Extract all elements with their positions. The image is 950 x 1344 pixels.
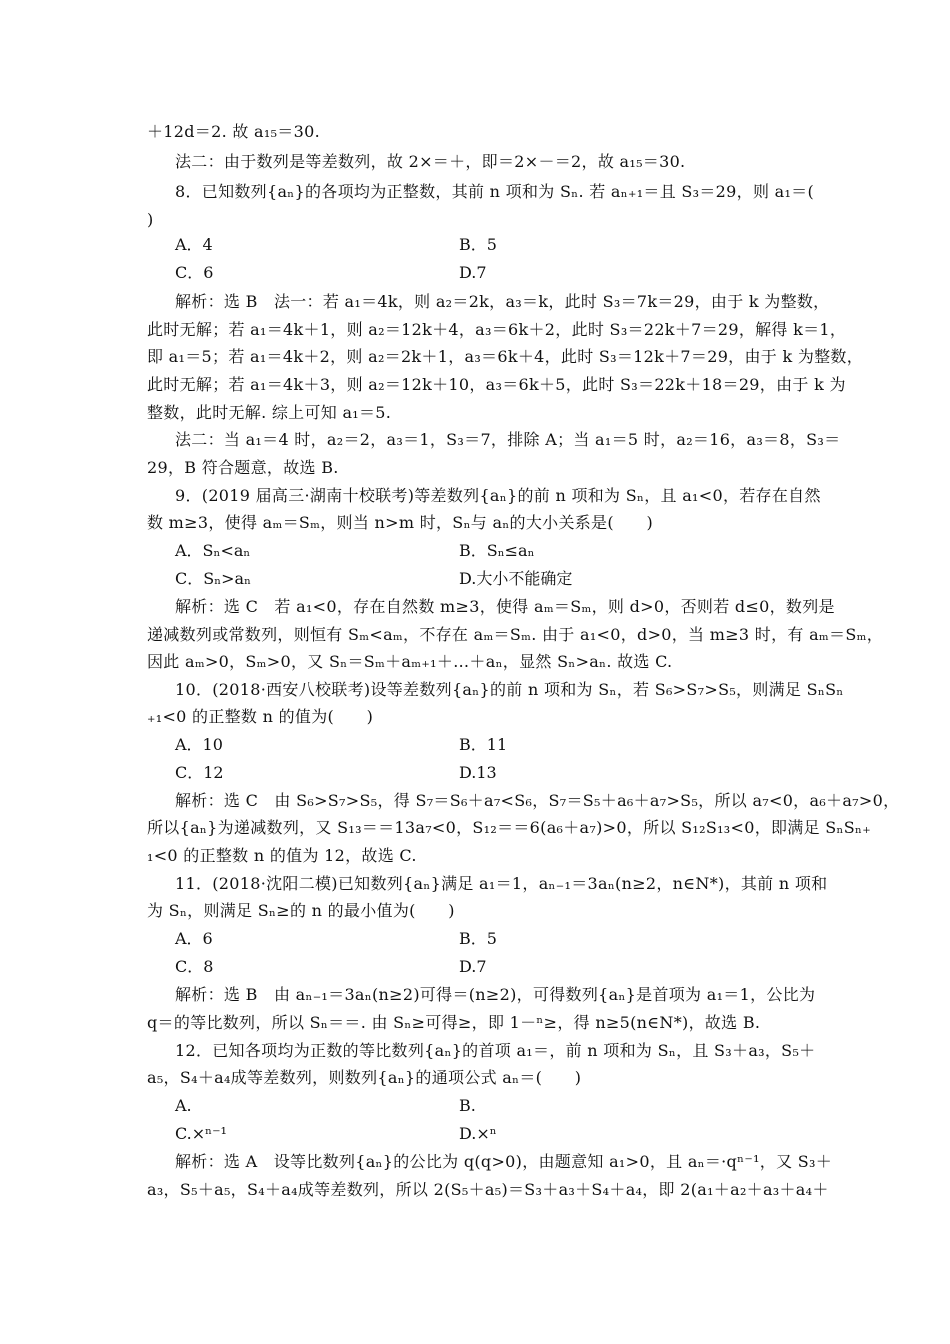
answer-option: B．5 <box>459 235 497 254</box>
answer-option: D.13 <box>459 763 497 782</box>
answer-option: B. <box>459 1096 476 1115</box>
text-line: 解析：选 C 若 a₁<0，存在自然数 m≥3，使得 aₘ＝Sₘ，则 d>0，否则若 d≤0，数列是 <box>175 597 835 616</box>
answer-option: C．8 <box>175 957 214 976</box>
text-line: 因此 aₘ>0，Sₘ>0，又 Sₙ＝Sₘ＋aₘ₊₁＋…＋aₙ，显然 Sₙ>aₙ. 故选 C. <box>147 652 673 671</box>
text-line: ₁<0 的正整数 n 的值为 12，故选 C. <box>147 846 417 865</box>
text-line: q＝的等比数列，所以 Sₙ＝＝. 由 Sₙ≥可得≥，即 1－ⁿ≥，得 n≥5(n∈N*)，故选 B. <box>147 1013 761 1032</box>
text-line: 数 m≥3，使得 aₘ＝Sₘ，则当 n>m 时，Sₙ与 aₙ的大小关系是( ) <box>147 513 654 532</box>
text-line: 8．已知数列{aₙ}的各项均为正整数，其前 n 项和为 Sₙ. 若 aₙ₊₁＝且 S₃＝29，则 a₁＝( <box>175 182 815 201</box>
text-line: 解析：选 C 由 S₆>S₇>S₅，得 S₇＝S₆＋a₇<S₆，S₇＝S₅＋a₆＋a₇>S₅，所以 a₇<0，a₆＋a₇>0， <box>175 791 900 810</box>
text-line: 法二：当 a₁＝4 时，a₂＝2，a₃＝1，S₃＝7，排除 A；当 a₁＝5 时，a₂＝16，a₃＝8，S₃＝ <box>175 430 841 449</box>
text-line: 解析：选 B 由 aₙ₋₁＝3aₙ(n≥2)可得＝(n≥2)，可得数列{aₙ}是首项为 a₁＝1，公比为 <box>175 985 816 1004</box>
text-line: 整数，此时无解. 综上可知 a₁＝5. <box>147 403 392 422</box>
text-line: ) <box>147 210 154 229</box>
text-line: 29，B 符合题意，故选 B. <box>147 458 339 477</box>
answer-option: A．6 <box>175 929 213 948</box>
answer-option: B．11 <box>459 735 508 754</box>
text-line: 递减数列或常数列，则恒有 Sₘ<aₘ，不存在 aₘ＝Sₘ. 由于 a₁<0，d>0，当 m≥3 时，有 aₘ＝Sₘ， <box>147 625 883 644</box>
answer-option: B．5 <box>459 929 497 948</box>
answer-option: A．10 <box>175 735 223 754</box>
answer-option: D.大小不能确定 <box>459 569 573 588</box>
answer-option: D.7 <box>459 957 487 976</box>
text-line: 此时无解；若 a₁＝4k＋1，则 a₂＝12k＋4，a₃＝6k＋2，此时 S₃＝22k＋7＝29，解得 k＝1， <box>147 320 847 339</box>
text-line: 11．(2018·沈阳二模)已知数列{aₙ}满足 a₁＝1，aₙ₋₁＝3aₙ(n≥2，n∈N*)，其前 n 项和 <box>175 874 828 893</box>
text-line: 此时无解；若 a₁＝4k＋3，则 a₂＝12k＋10，a₃＝6k＋5，此时 S₃＝22k＋18＝29，由于 k 为 <box>147 375 846 394</box>
answer-option: C．6 <box>175 263 214 282</box>
answer-option: A．4 <box>175 235 213 254</box>
text-line: ₊₁<0 的正整数 n 的值为( ) <box>147 707 374 726</box>
text-line: 解析：选 A 设等比数列{aₙ}的公比为 q(q>0)，由题意知 a₁>0，且 aₙ＝·qⁿ⁻¹，又 S₃＋ <box>175 1152 833 1171</box>
text-line: ＋12d＝2. 故 a₁₅＝30. <box>147 122 320 141</box>
text-line: 为 Sₙ，则满足 Sₙ≥的 n 的最小值为( ) <box>147 901 455 920</box>
text-line: 法二：由于数列是等差数列，故 2×＝＋，即＝2×－＝2，故 a₁₅＝30. <box>175 152 686 171</box>
answer-option: A. <box>175 1096 192 1115</box>
answer-option: D.×ⁿ <box>459 1124 497 1143</box>
answer-option: B．Sₙ≤aₙ <box>459 541 535 560</box>
answer-option: C．12 <box>175 763 224 782</box>
text-line: 所以{aₙ}为递减数列，又 S₁₃＝＝13a₇<0，S₁₂＝＝6(a₆＋a₇)>0，所以 S₁₂S₁₃<0，即满足 SₙSₙ₊ <box>147 818 871 837</box>
text-line: a₃，S₅＋a₅，S₄＋a₄成等差数列，所以 2(S₅＋a₅)＝S₃＋a₃＋S₄＋a₄，即 2(a₁＋a₂＋a₃＋a₄＋ <box>147 1180 829 1199</box>
answer-option: D.7 <box>459 263 487 282</box>
text-line: 即 a₁＝5；若 a₁＝4k＋2，则 a₂＝2k＋1，a₃＝6k＋4，此时 S₃＝12k＋7＝29，由于 k 为整数， <box>147 347 864 366</box>
text-line: 9．(2019 届高三·湖南十校联考)等差数列{aₙ}的前 n 项和为 Sₙ，且 a₁<0，若存在自然 <box>175 486 821 505</box>
answer-option: C.×ⁿ⁻¹ <box>175 1124 227 1143</box>
answer-option: C．Sₙ>aₙ <box>175 569 251 588</box>
text-line: 10．(2018·西安八校联考)设等差数列{aₙ}的前 n 项和为 Sₙ，若 S₆>S₇>S₅，则满足 SₙSₙ <box>175 680 844 699</box>
answer-option: A．Sₙ<aₙ <box>175 541 251 560</box>
text-line: a₅，S₄＋a₄成等差数列，则数列{aₙ}的通项公式 aₙ＝( ) <box>147 1068 582 1087</box>
text-line: 12．已知各项均为正数的等比数列{aₙ}的首项 a₁＝，前 n 项和为 Sₙ，且 S₃＋a₃，S₅＋ <box>175 1041 816 1060</box>
text-line: 解析：选 B 法一：若 a₁＝4k，则 a₂＝2k，a₃＝k，此时 S₃＝7k＝29，由于 k 为整数， <box>175 292 830 311</box>
